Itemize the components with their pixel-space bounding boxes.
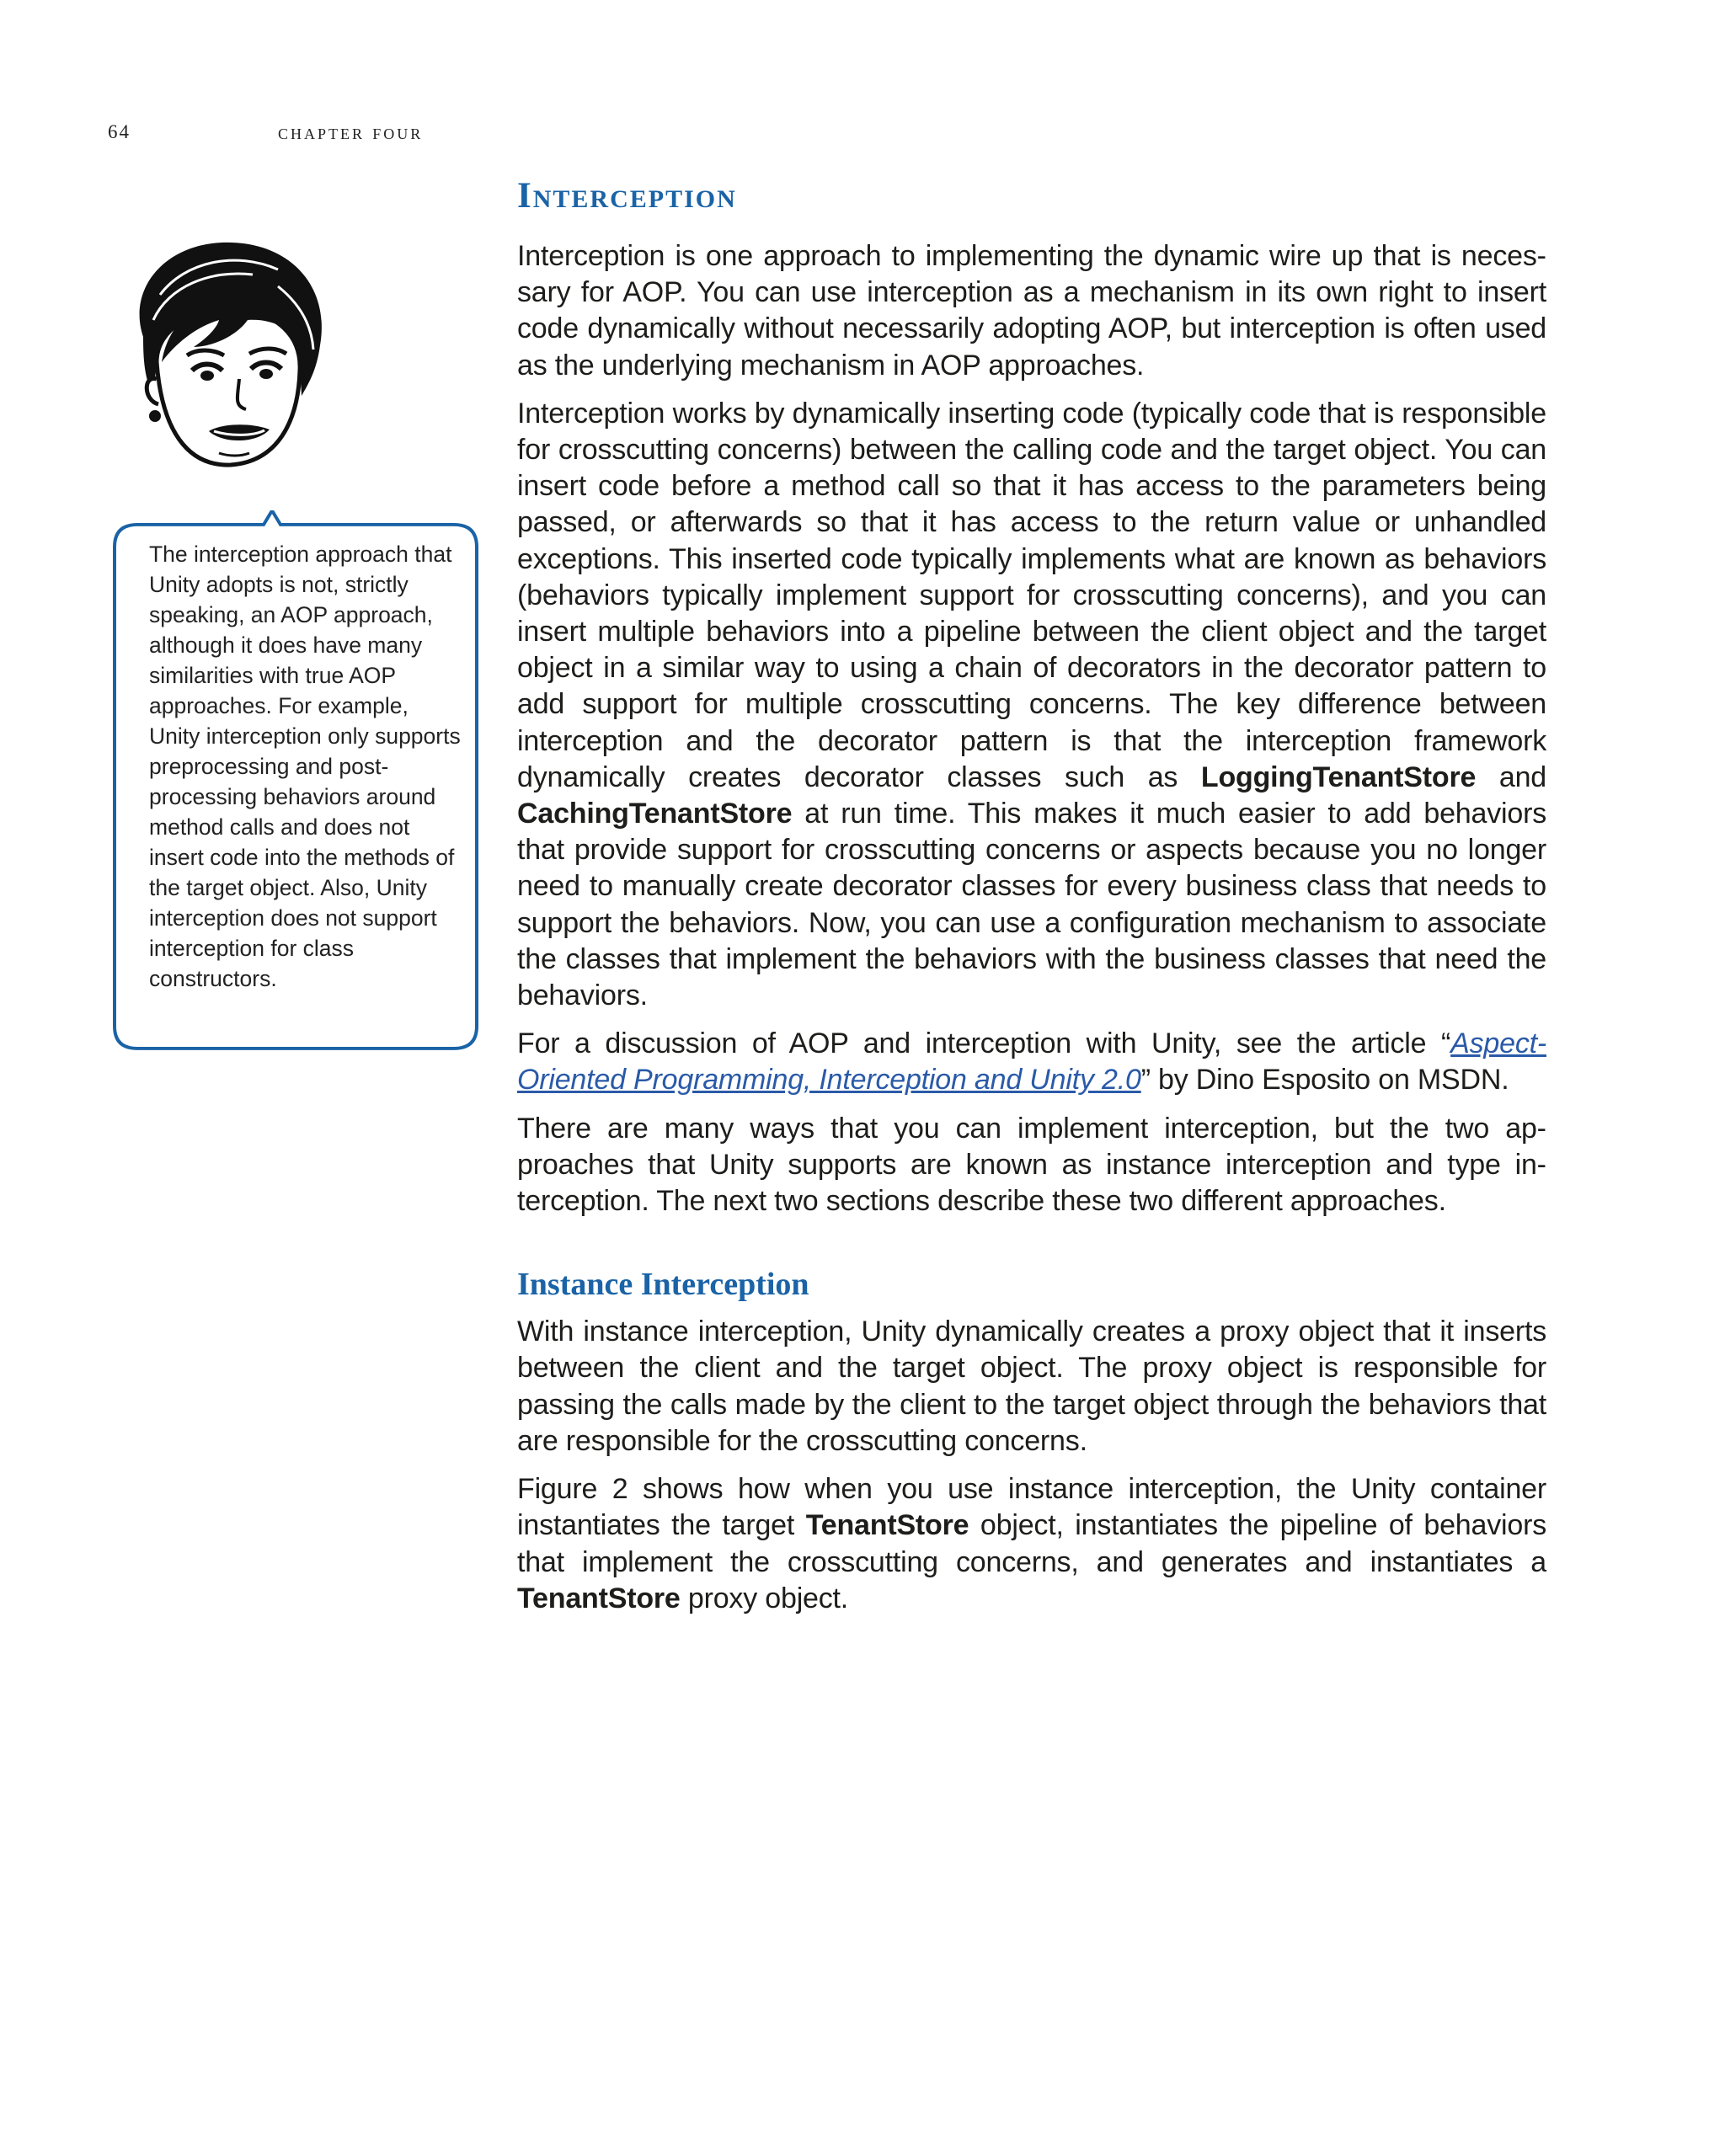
paragraph-instance-interception: With instance interception, Unity dynamically creates a proxy object that it inserts between the client and the target object. The proxy object is responsible for passing the calls made by the client to the target object through the behaviors that are responsible for the crosscutting concerns.	[517, 1315, 1546, 1457]
chapter-label: chapter four	[278, 121, 424, 144]
text-run: For a discussion of AOP and interception with Unity, see the article “	[517, 1027, 1451, 1060]
section-title: Interception	[517, 176, 737, 216]
code-term-caching-tenant-store: CachingTenantStore	[517, 798, 793, 830]
page-number: 64	[108, 121, 131, 142]
main-content	[517, 173, 1546, 1629]
text-run: at run time. This makes it much easier to add behaviors that provide support for crosscutting concerns or aspects because you no longer need to manually create decorator classes for every business class that needs to support the behaviors. Now, you can use a configuration mechanism to associate the classes that implement the behaviors with the business classes that need the behaviors.	[517, 798, 1546, 1012]
avatar-drawing	[109, 236, 345, 488]
text-run: Figure 2 shows how when you use instance interception, the Unity container instantiates the target	[517, 1473, 1546, 1542]
text-run: proxy object.	[680, 1582, 849, 1614]
article-link[interactable]: Aspect-Oriented Programming, Interception and Unity 2.0	[517, 1027, 1546, 1097]
paragraph-how-interception-works	[517, 396, 1546, 1014]
woman-portrait-icon	[109, 236, 345, 488]
code-term-tenant-store: TenantStore	[805, 1509, 969, 1542]
sidebar-callout	[112, 510, 479, 1051]
running-head	[108, 118, 613, 152]
text-run: Interception works by dynamically inserting code (typically code that is responsible for crosscutting concerns) between the calling code and the target object. You can insert code before a method call so that it has access to the parameters being passed, or afterwards so that it has access to the return value or unhandled exceptions. This inserted code typically implements what are known as behaviors (behaviors typically implement support for crosscutting concerns), and you can insert multiple behaviors into a pipeline between the client object and the target object in a similar way to using a chain of decorators in the decorator pattern to add support for multiple crosscutting concerns. The key difference between interception and the decorator pattern is that the interception framework dynamically creates decorator classes such as	[517, 397, 1546, 793]
callout-text: The interception approach that Unity adopts is not, strictly speaking, an AOP approach, although it does have many similarities with true AOP approaches. For example, Unity interception only supports preprocessing and post-processing behaviors around method calls and does not insert code into the methods of the target object. Also, Unity interception does not support interception for class constructors.	[149, 542, 461, 991]
text-run: object, instantiates the pipeline of behaviors that implement the crosscutting concerns, and generates and instantiates a	[517, 1509, 1546, 1578]
paragraph-reference	[517, 1026, 1546, 1098]
paragraph-approaches: There are many ways that you can implement interception, but the two approaches that Unity supports are known as instance interception and type interception. The next two sections describe these two different approaches.	[517, 1112, 1546, 1218]
paragraph-intro: Interception is one approach to implementing the dynamic wire up that is necessary for AOP. You can use interception as a mechanism in its own right to insert code dynamically without necessarily adopting AOP, but interception is often used as the underlying mechanism in AOP approaches.	[517, 240, 1546, 382]
subsection-title: Instance Interception	[517, 1267, 809, 1303]
text-run: ” by Dino Esposito on MSDN.	[1140, 1064, 1509, 1097]
code-term-logging-tenant-store: LoggingTenantStore	[1200, 760, 1477, 793]
code-term-tenant-store-proxy: TenantStore	[517, 1582, 681, 1614]
paragraph-figure-reference	[517, 1471, 1546, 1617]
text-run: and	[1476, 760, 1546, 793]
